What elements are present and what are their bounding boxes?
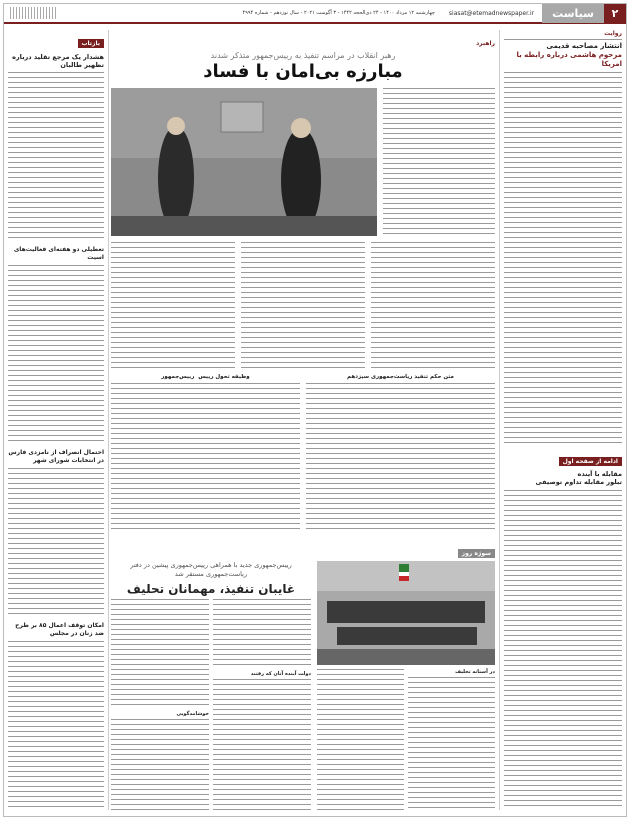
lead-subhead-president: وظیفه تحول رییس ‌ رییس‌جمهور (161, 374, 250, 380)
section-email: siasat@etemadnewspaper.ir (448, 9, 535, 17)
left-headline-2: تعطیلی دو هفته‌ای فعالیت‌های اسیت (13, 246, 104, 261)
lead-deck: رهبر انقلاب در مراسم تنفیذ به رییس‌جمهور متذکر شدند (210, 51, 396, 60)
page-header (4, 4, 626, 24)
right-column (504, 30, 622, 810)
newspaper-logo (10, 7, 58, 19)
lead-photo (111, 88, 377, 236)
bottom-sub-2: دولت آینده آنان که رفتند (250, 671, 311, 677)
left-kicker: بازتاب (78, 39, 105, 48)
right-box-title-2: تبلور مقابله تداوم توصیفی (535, 478, 622, 486)
lead-kicker: راهبرد (476, 40, 495, 47)
dateline: چهارشنبه ۱۲ مرداد ۱۴۰۰ - ۲۴ ذی‌الحجه ۱۴۴۲ - ۳ آگوست ۲۰۲۱ - سال نوزدهم - شماره ۴۹۹۴ (242, 10, 435, 16)
bottom-kicker: سوژه روز (458, 549, 495, 558)
left-column (8, 30, 104, 810)
bottom-sub-1: در آستانه تحلیف (455, 669, 495, 675)
bottom-headline: غایبان تنفیذ، مهمانان تحلیف (126, 582, 296, 596)
section-title: سیاست (542, 3, 604, 23)
left-headline-4: امکان توقف اعمال ۸۵ بر طرح ضد زنان در مجلس (15, 622, 104, 637)
bottom-deck: رییس‌جمهوری جدید با همراهی رییس‌جمهوری پیشین در دفتر ریاست‌جمهوری مستقر شد (130, 561, 292, 578)
lead-story (111, 30, 495, 535)
right-kicker: روایت (604, 30, 622, 37)
right-box-title-1: مقابله با آینده (577, 470, 622, 478)
right-headline-1: انتشار مصاحبه قدیمی (546, 42, 622, 50)
right-box-body (504, 490, 622, 810)
left-headline-3: احتمال انصراف از نامزدی فارس در انتخابات شورای شهر (8, 449, 104, 464)
bottom-photo (317, 561, 495, 665)
left-headline-1: هشدار یک مرجع تقلید درباره تظهیر طالبان (12, 53, 104, 69)
lead-intro-text (383, 88, 495, 236)
bottom-feature (111, 540, 495, 810)
page-number: ۲ (604, 3, 626, 23)
right-headline-2: مرحوم هاشمی درباره رابطه با امریکا (516, 51, 622, 68)
right-article-body (504, 72, 622, 444)
newspaper-page (3, 3, 627, 817)
right-box-kicker: ادامه از صفحه اول (559, 457, 622, 466)
lead-subhead-decree: متن حکم تنفیذ ریاست‌جمهوری سیزدهم (347, 374, 454, 380)
bottom-sub-3: خوشامدگویی (176, 711, 209, 717)
lead-headline: مبارزه بی‌امان با فساد (203, 61, 403, 82)
